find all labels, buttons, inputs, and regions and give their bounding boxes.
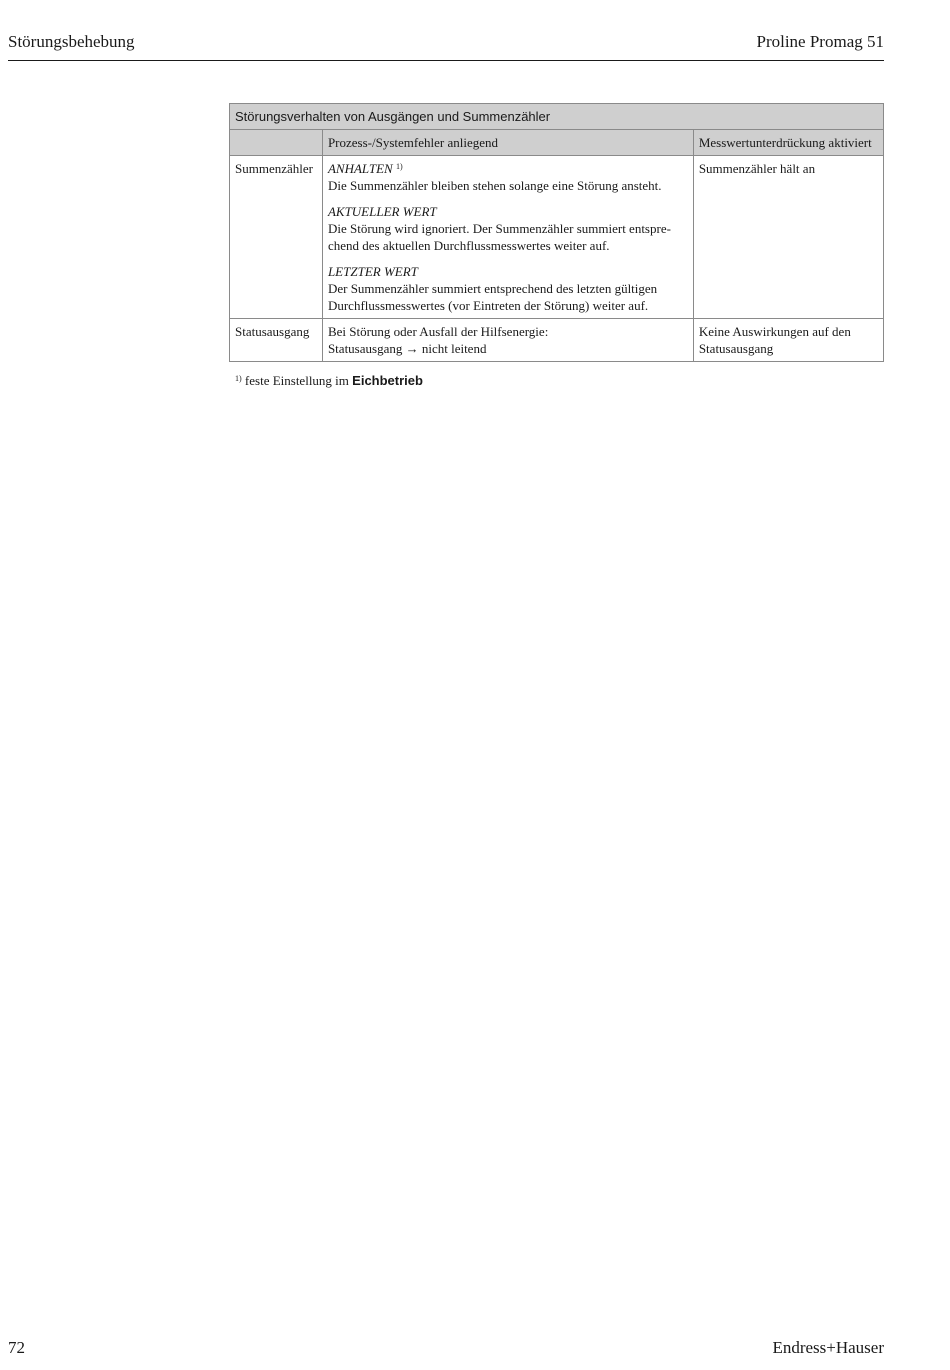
- fault-text: Bei Störung oder Ausfall der Hilfsenergie:: [327, 324, 549, 339]
- suppression-cell-totalizer: [693, 156, 883, 319]
- option-text: Durchflussmesswertes (vor Eintreten der Störung) weiter auf.: [327, 298, 649, 313]
- brand-name: Endress+Hauser: [772, 1338, 884, 1357]
- option-text: Die Summenzähler bleiben stehen solange eine Störung ansteht.: [327, 178, 662, 193]
- option-title: AKTUELLER WERT: [327, 204, 437, 219]
- table-footnote: [235, 372, 423, 389]
- option-current-value: [328, 203, 688, 254]
- footnote-mark: 1): [395, 162, 403, 171]
- fault-behavior-table: [229, 103, 884, 362]
- table-row-totalizer: [230, 156, 884, 319]
- column-header-fault: Prozess-/Systemfehler anliegend: [322, 130, 693, 156]
- row-label-totalizer: Summenzähler: [230, 156, 323, 319]
- column-header-suppression: Messwertunterdrückung aktiviert: [693, 130, 883, 156]
- footnote-bold: Eichbetrieb: [352, 373, 423, 388]
- option-text: chend des aktuellen Durchflussmesswertes weiter auf.: [327, 238, 610, 253]
- suppression-cell-status-output: [693, 319, 883, 362]
- option-title: LETZTER WERT: [327, 264, 418, 279]
- suppression-text: Summenzähler hält an: [698, 161, 816, 176]
- option-text: Die Störung wird ignoriert. Der Summenzähler summiert entspre-: [327, 221, 671, 236]
- fault-text: Statusausgang → nicht leitend: [327, 341, 487, 356]
- option-title: ANHALTEN: [327, 161, 393, 176]
- suppression-text: Statusausgang: [698, 341, 774, 356]
- page-footer: [8, 1338, 884, 1360]
- column-header-empty: [230, 130, 323, 156]
- table-title-row: [230, 104, 884, 130]
- section-title: Störungsbehebung: [8, 32, 135, 51]
- page-header: [8, 30, 884, 61]
- option-text: Der Summenzähler summiert entsprechend des letzten gültigen: [327, 281, 658, 296]
- product-title: Proline Promag 51: [756, 32, 884, 51]
- footnote-mark: 1): [235, 374, 242, 383]
- option-stop: [328, 160, 688, 194]
- page-number: 72: [8, 1338, 25, 1357]
- suppression-text: Keine Auswirkungen auf den: [698, 324, 851, 339]
- fault-cell-status-output: [322, 319, 693, 362]
- footnote-text: feste Einstellung im: [244, 373, 349, 388]
- option-last-value: [328, 263, 688, 314]
- table-row-status-output: [230, 319, 884, 362]
- row-label-status-output: Statusausgang: [230, 319, 323, 362]
- table-title: Störungsverhalten von Ausgängen und Summenzähler: [230, 104, 884, 130]
- table-header-row: [230, 130, 884, 156]
- fault-cell-totalizer: [322, 156, 693, 319]
